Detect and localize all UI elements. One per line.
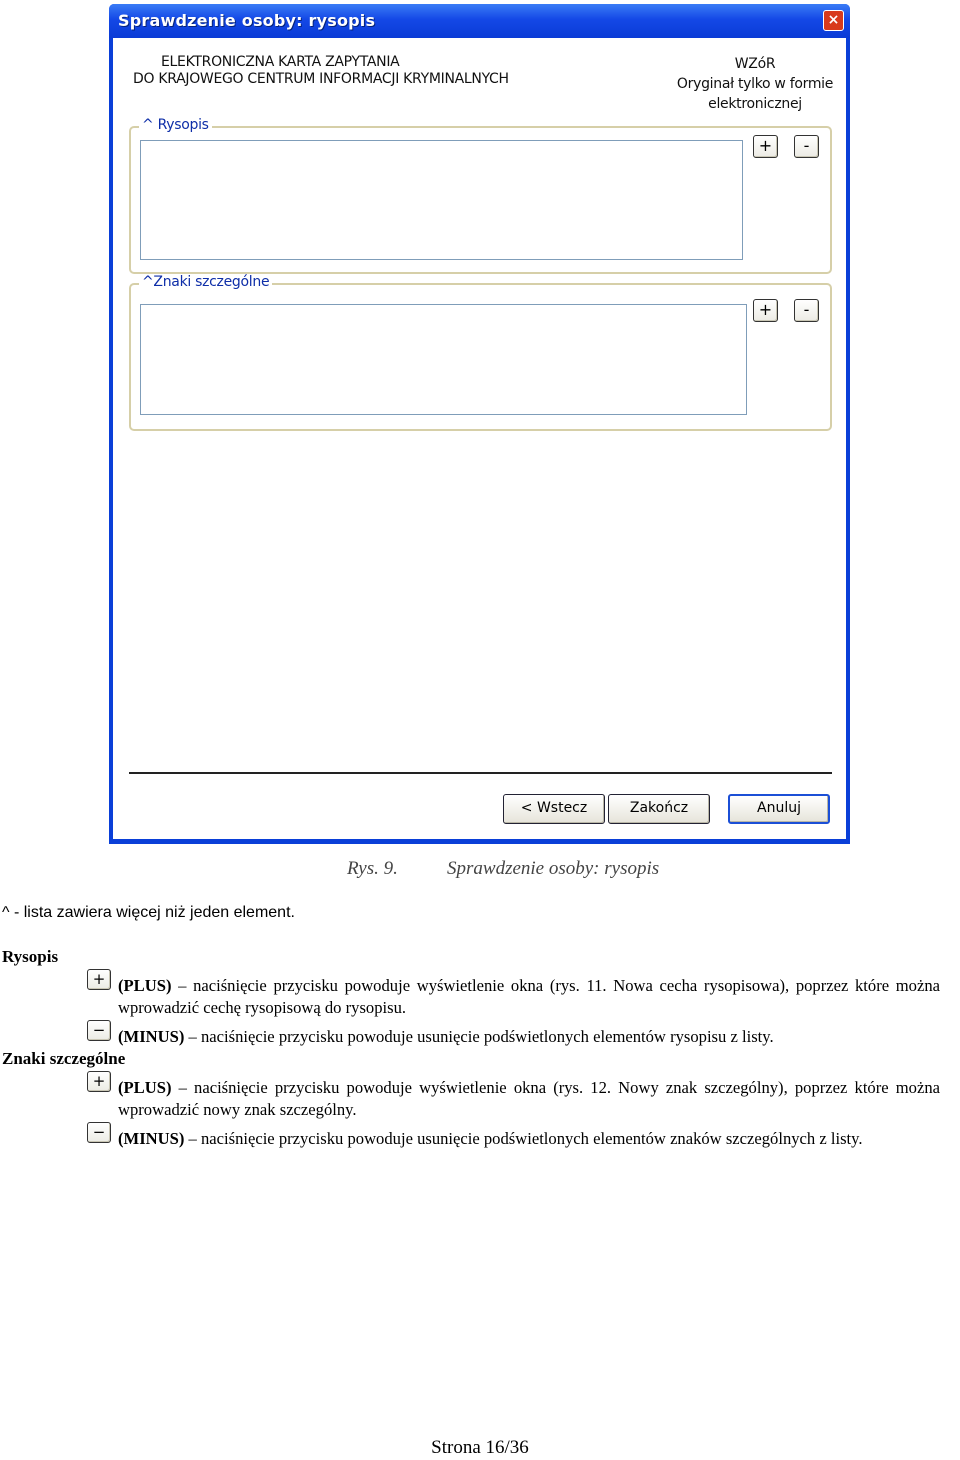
header-right-line-2: Oryginał tylko w formie bbox=[676, 76, 834, 92]
plus-icon: + bbox=[87, 969, 111, 990]
page-footer: Strona 16/36 bbox=[431, 1437, 529, 1458]
cancel-button[interactable]: Anuluj bbox=[728, 794, 830, 824]
item-label: (MINUS) bbox=[118, 1129, 185, 1148]
znaki-szczegolne-group bbox=[129, 274, 832, 431]
znaki-szczegolne-legend[interactable]: ^Znaki szczególne bbox=[139, 274, 272, 290]
minus-icon: − bbox=[87, 1020, 111, 1041]
form-header-right bbox=[667, 54, 843, 114]
plus-icon: + bbox=[87, 1071, 111, 1092]
item-text: – naciśnięcie przycisku powoduje usunięcie podświetlonych elementów znaków szczególnych z listy. bbox=[184, 1129, 863, 1148]
section-heading-znaki-szczegolne: Znaki szczególne bbox=[2, 1049, 126, 1068]
item-text: – naciśnięcie przycisku powoduje wyświetlenie okna (rys. 12. Nowy znak szczególny), poprzez które można wprowadzić nowy znak szczególny. bbox=[118, 1078, 940, 1119]
window-title: Sprawdzenie osoby: rysopis bbox=[118, 11, 376, 30]
item-label: (MINUS) bbox=[118, 1027, 185, 1046]
finish-button[interactable]: Zakończ bbox=[608, 794, 710, 824]
rysopis-minus-description bbox=[118, 1026, 958, 1048]
rysopis-plus-description bbox=[118, 975, 958, 1019]
header-line-2: DO KRAJOWEGO CENTRUM INFORMACJI KRYMINALNYCH bbox=[133, 71, 509, 87]
header-right-line-3: elektronicznej bbox=[708, 96, 802, 112]
item-label: (PLUS) bbox=[118, 976, 172, 995]
znaki-add-button[interactable]: + bbox=[753, 299, 778, 322]
figure-caption: Sprawdzenie osoby: rysopis bbox=[447, 858, 660, 879]
item-text: – naciśnięcie przycisku powoduje usunięcie podświetlonych elementów rysopisu z listy. bbox=[184, 1027, 774, 1046]
back-button[interactable]: < Wstecz bbox=[503, 794, 605, 824]
znaki-minus-description bbox=[118, 1128, 958, 1150]
dialog-client-area bbox=[113, 38, 846, 839]
znaki-remove-button[interactable]: - bbox=[794, 299, 819, 322]
separator-line bbox=[129, 772, 832, 774]
rysopis-add-button[interactable]: + bbox=[753, 135, 778, 158]
title-bar[interactable] bbox=[109, 4, 850, 38]
list-note: ^ - lista zawiera więcej niż jeden element. bbox=[2, 904, 295, 921]
dialog-window bbox=[109, 4, 850, 844]
figure-number: Rys. 9. bbox=[347, 858, 398, 879]
item-text: – naciśnięcie przycisku powoduje wyświetlenie okna (rys. 11. Nowa cecha rysopisowa), poprzez które można wprowadzić cechę rysopisową do rysopisu. bbox=[118, 976, 940, 1017]
form-header-left bbox=[133, 54, 509, 88]
rysopis-remove-button[interactable]: - bbox=[794, 135, 819, 158]
header-line-1: ELEKTRONICZNA KARTA ZAPYTANIA bbox=[161, 54, 400, 70]
section-heading-rysopis: Rysopis bbox=[2, 947, 59, 966]
item-label: (PLUS) bbox=[118, 1078, 172, 1097]
rysopis-group bbox=[129, 117, 832, 274]
znaki-plus-description bbox=[118, 1077, 958, 1121]
close-icon[interactable]: × bbox=[823, 10, 844, 31]
znaki-szczegolne-list[interactable] bbox=[140, 304, 747, 415]
rysopis-legend[interactable]: ^ Rysopis bbox=[139, 117, 212, 133]
rysopis-list[interactable] bbox=[140, 140, 743, 260]
header-right-line-1: WZóR bbox=[734, 56, 776, 72]
minus-icon: − bbox=[87, 1122, 111, 1143]
